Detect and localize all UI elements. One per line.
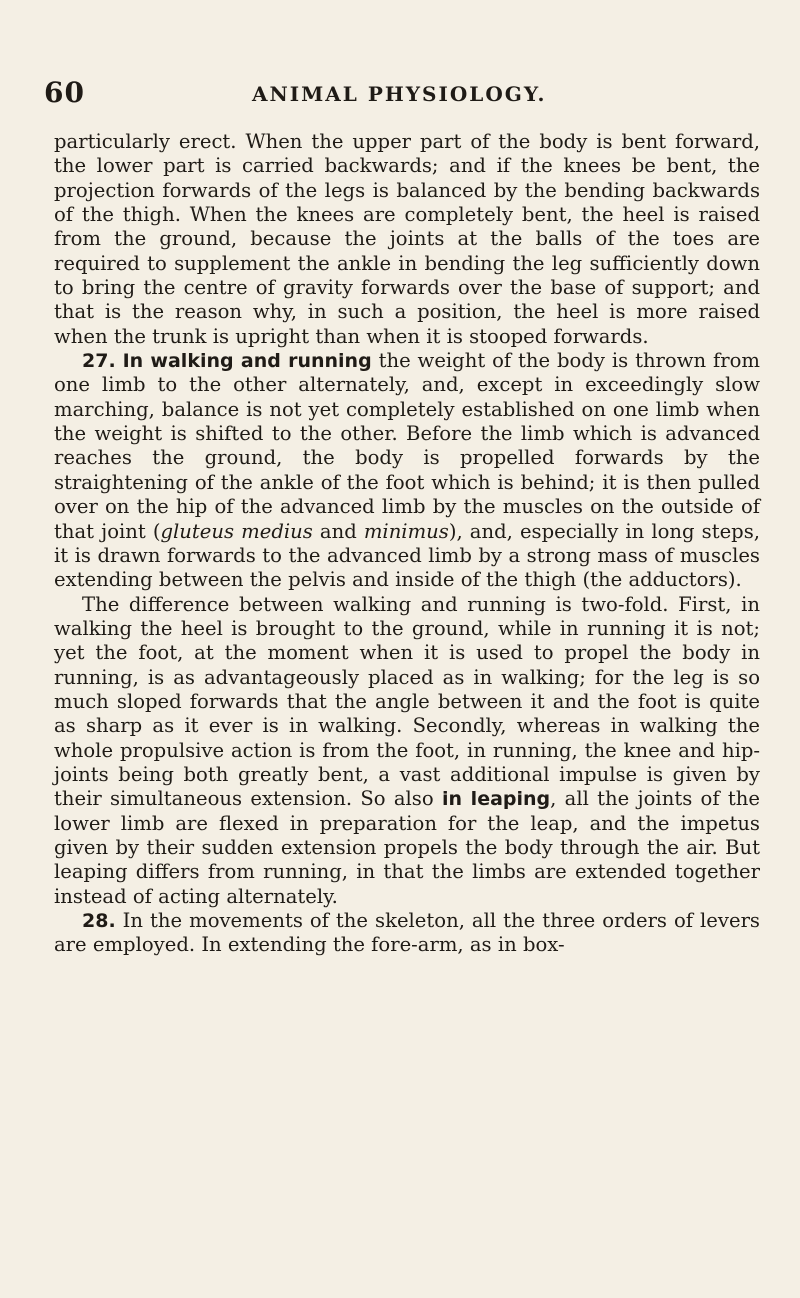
section-number: 27.	[82, 350, 116, 373]
body-text	[54, 130, 760, 958]
paragraph-section-28	[54, 909, 760, 958]
italic-term: gluteus medius	[160, 519, 313, 543]
paragraph-section-27	[54, 349, 760, 592]
paragraph-continuation	[54, 130, 760, 349]
inline-keyword: in leaping	[441, 788, 551, 811]
italic-term: minimus	[363, 519, 449, 543]
paragraph-text: , all the joints of the lower limb are flexed in preparation for the leap, and the impetus given by their sudden extension propels the body through the air. But leaping differs from running, in that the limbs are extended together instead of acting alternately.	[54, 787, 760, 908]
running-title: ANIMAL PHYSIOLOGY.	[252, 82, 547, 106]
section-keyword: In walking and running	[122, 350, 372, 373]
page-header	[0, 76, 800, 110]
paragraph-text: the weight of the body is thrown from one limb to the other alternately, and, except in exceedingly slow marching, balance is not yet completely established on one limb when the weight is shifted to the other. Before the limb which is advanced reaches the ground, the body is propelled forwards by the straightening of the ankle of the foot which is behind; it is then pulled over on the hip of the advanced limb by the muscles on the outside of that joint (	[54, 349, 760, 543]
section-number: 28.	[82, 910, 116, 932]
paragraph-text: ), and, especially in long steps, it is drawn forwards to the advanced limb by a strong mass of muscles extending between the pelvis and inside of the thigh (the adductors).	[54, 519, 760, 592]
page-number: 60	[44, 76, 85, 109]
paragraph-walking-running	[54, 593, 760, 909]
paragraph-text: The difference between walking and running is two-fold. First, in walking the heel is brought to the ground, while in running it is not; yet the foot, at the moment when it is used to propel the body in running, is as advantageously placed as in walking; for the leg is so much sloped forwards that the angle between it and the foot is quite as sharp as it ever is in walking. Secondly, whereas in walking the whole propulsive action is from the foot, in running, the knee and hip-joints being both greatly bent, a vast additional impulse is given by their simultaneous extension. So also	[54, 592, 760, 811]
paragraph-text: In the movements of the skeleton, all the three orders of levers are employed. In extending the fore-arm, as in box-	[54, 909, 760, 957]
paragraph-text: particularly erect. When the upper part of the body is bent forward, the lower part is carried backwards; and if the knees be bent, the projection forwards of the legs is balanced by the bending backwards of the thigh. When the knees are completely bent, the heel is raised from the ground, because the joints at the balls of the toes are required to supplement the ankle in bending the leg sufficiently down to bring the centre of gravity forwards over the base of support; and that is the reason why, in such a position, the heel is more raised when the trunk is upright than when it is stooped forwards.	[54, 130, 760, 348]
paragraph-text: and	[312, 519, 364, 543]
